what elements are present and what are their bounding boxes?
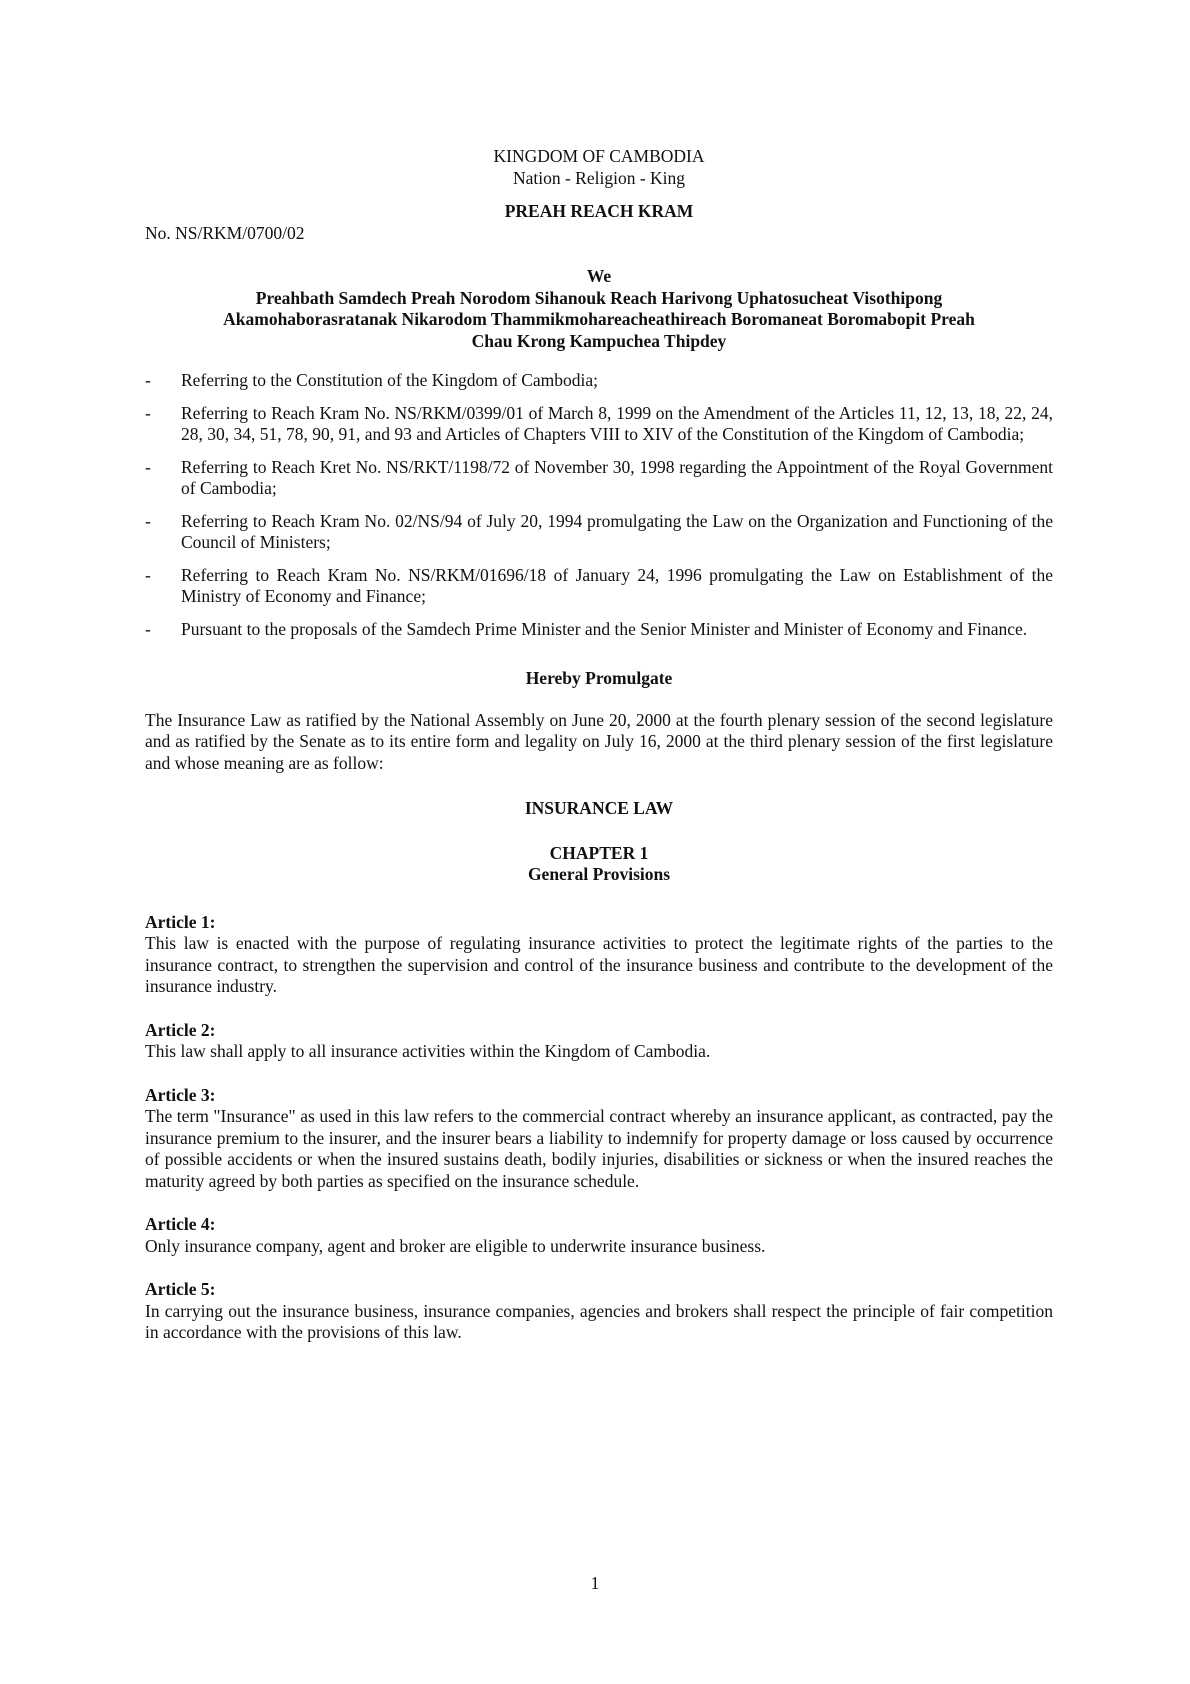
reference-text: Referring to Reach Kram No. 02/NS/94 of July 20, 1994 promulgating the Law on the Organization and Functioning of the Council of Ministers; xyxy=(181,510,1053,552)
chapter-number: CHAPTER 1 xyxy=(549,842,649,863)
article-text: In carrying out the insurance business, insurance companies, agencies and brokers shall respect the principle of fair competition in accordance with the provisions of this law. xyxy=(145,1300,1053,1342)
article-2 xyxy=(145,1020,1053,1063)
chapter-heading xyxy=(145,843,1053,886)
bullet-dash: - xyxy=(145,564,151,585)
document-page xyxy=(145,146,1053,1344)
king-name-line-2: Akamohaborasratanak Nikarodom Thammikmohareacheathireach Boromaneat Boromabopit Preah xyxy=(223,309,975,329)
article-3 xyxy=(145,1085,1053,1193)
article-5 xyxy=(145,1279,1053,1344)
references-list xyxy=(145,370,1053,640)
bullet-dash: - xyxy=(145,510,151,531)
country-heading: KINGDOM OF CAMBODIA xyxy=(493,146,705,166)
article-4 xyxy=(145,1214,1053,1257)
page-number: 1 xyxy=(590,1573,600,1593)
reference-text: Pursuant to the proposals of the Samdech Prime Minister and the Senior Minister and Minister of Economy and Finance. xyxy=(181,618,1028,639)
king-name-line-3: Chau Krong Kampuchea Thipdey xyxy=(471,330,727,351)
chapter-title: General Provisions xyxy=(527,864,671,884)
article-title: Article 4: xyxy=(145,1214,216,1234)
list-item xyxy=(145,403,1053,446)
article-title: Article 1: xyxy=(145,911,216,932)
bullet-dash: - xyxy=(145,370,151,390)
reference-text: Referring to Reach Kram No. NS/RKM/01696/18 of January 24, 1996 promulgating the Law on Establishment of the Ministry of Economy and Finance; xyxy=(181,564,1053,606)
bullet-dash: - xyxy=(145,618,151,639)
bullet-dash: - xyxy=(145,456,151,477)
preamble-we: We xyxy=(586,266,612,286)
decree-header xyxy=(145,201,1053,245)
article-text: Only insurance company, agent and broker are eligible to underwrite insurance business. xyxy=(145,1235,766,1256)
article-title: Article 3: xyxy=(145,1084,216,1105)
law-title: INSURANCE LAW xyxy=(524,798,674,818)
reference-text: Referring to Reach Kram No. NS/RKM/0399/01 of March 8, 1999 on the Amendment of the Articles 11, 12, 13, 18, 22, 24, 28, 30, 34, 51, 78, 90, 91, and 93 and Articles of Chapters VIII to XIV of the Constitution of the Kingdom of Cambodia; xyxy=(181,402,1053,444)
promulgation-text: The Insurance Law as ratified by the National Assembly on June 20, 2000 at the fourth plenary session of the second legislature and as ratified by the Senate as to its entire form and legality on July 16, 2000 at the third plenary session of the first legislature and whose meaning are as follow: xyxy=(145,709,1053,773)
decree-number: No. NS/RKM/0700/02 xyxy=(145,223,305,243)
promulgation-heading: Hereby Promulgate xyxy=(525,668,673,688)
king-name-line-1: Preahbath Samdech Preah Norodom Sihanouk Reach Harivong Uphatosucheat Visothipong xyxy=(255,287,943,308)
list-item xyxy=(145,511,1053,554)
decree-title: PREAH REACH KRAM xyxy=(504,201,694,221)
bullet-dash: - xyxy=(145,402,151,423)
article-text: This law shall apply to all insurance activities within the Kingdom of Cambodia. xyxy=(145,1041,711,1061)
list-item xyxy=(145,457,1053,500)
reference-text: Referring to the Constitution of the Kingdom of Cambodia; xyxy=(181,370,599,390)
article-text: The term "Insurance" as used in this law refers to the commercial contract whereby an insurance applicant, as contracted, pay the insurance premium to the insurer, and the insurer bears a liability to indemnify for property damage or loss caused by occurrence of possible accidents or when the insured sustains death, bodily injuries, disabilities or sickness or when the insured reaches the maturity agreed by both parties as specified on the insurance schedule. xyxy=(145,1106,1053,1191)
list-item xyxy=(145,565,1053,608)
reference-text: Referring to Reach Kret No. NS/RKT/1198/72 of November 30, 1998 regarding the Appointment of the Royal Government of Cambodia; xyxy=(181,456,1053,498)
article-title: Article 2: xyxy=(145,1019,216,1040)
article-text: This law is enacted with the purpose of regulating insurance activities to protect the legitimate rights of the parties to the insurance contract, to strengthen the supervision and control of the insurance business and contribute to the development of the insurance industry. xyxy=(145,933,1053,996)
national-motto: Nation - Religion - King xyxy=(512,167,686,188)
list-item xyxy=(145,370,1053,392)
list-item xyxy=(145,619,1053,641)
article-1 xyxy=(145,912,1053,998)
article-title: Article 5: xyxy=(145,1279,216,1299)
